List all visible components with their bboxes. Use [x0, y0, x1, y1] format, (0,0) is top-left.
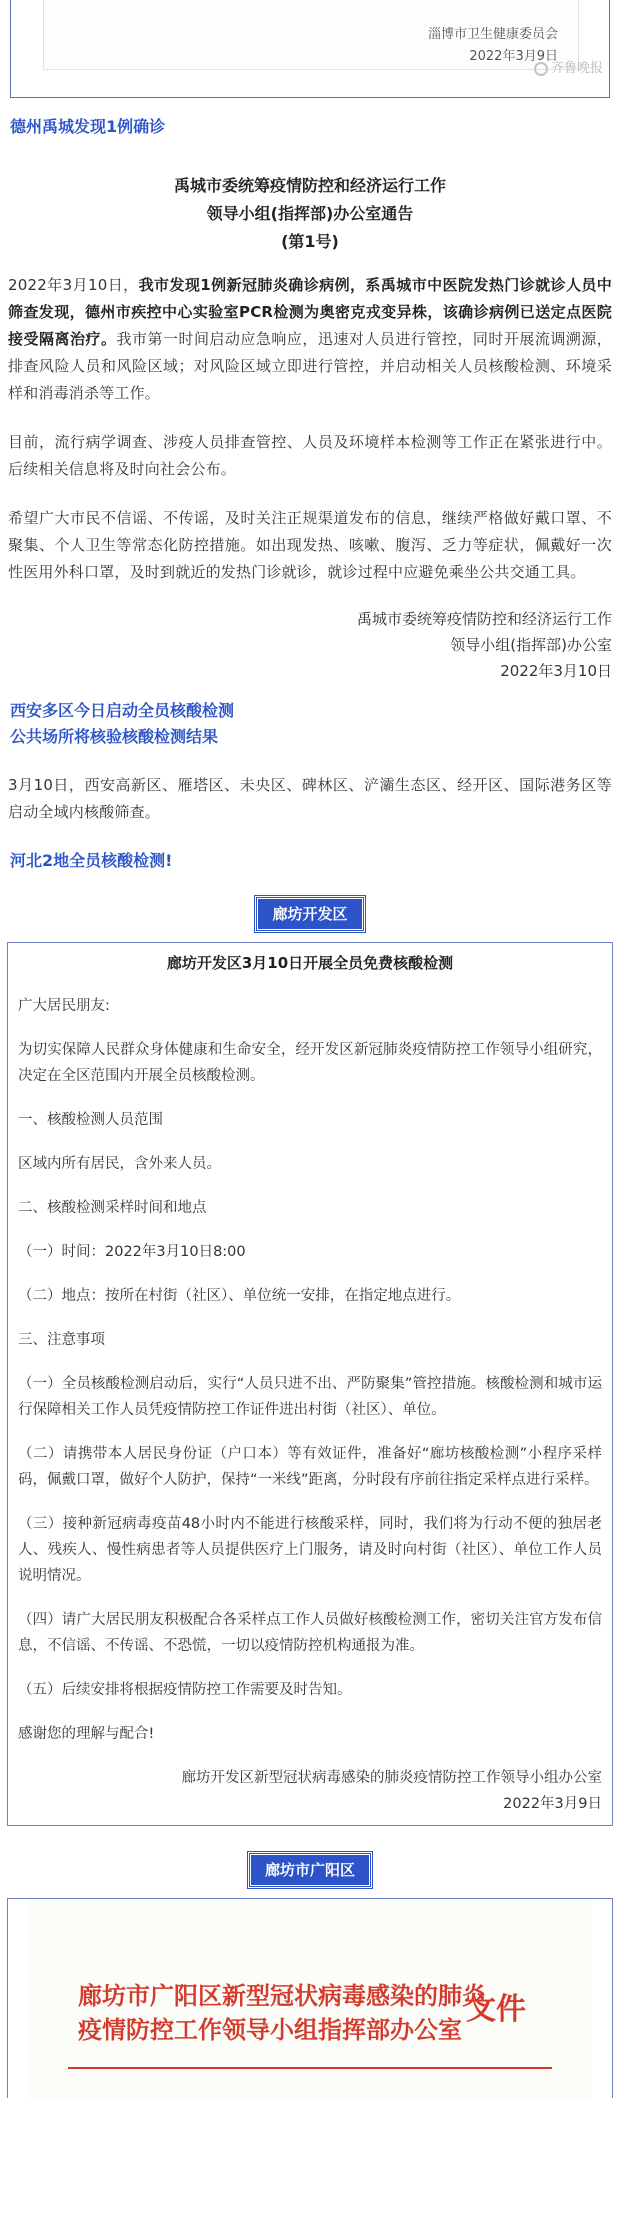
notice-paper [43, 0, 579, 70]
guangyang-document-image [7, 1898, 613, 2098]
dezhou-signature [0, 606, 620, 684]
document-red-header [78, 1979, 486, 2047]
notice-date: 2022年3月9日 [469, 49, 558, 64]
dezhou-paragraph-3: 希望广大市民不信谣、不传谣，及时关注正规渠道发布的信息，继续严格做好戴口罩、不聚集、个人卫生等常态化防控措施。如出现发热、咳嗽、腹泻、乏力等症状，佩戴好一次性医用外科口罩，及时到就近的发热门诊就诊，就诊过程中应避免乘坐公共交通工具。 [8, 509, 612, 581]
header-line: 疫情防控工作领导小组指挥部办公室 [78, 2015, 462, 2044]
para-lead: 2022年3月10日， [8, 276, 139, 294]
notice-paragraph: 感谢您的理解与配合! [18, 1726, 155, 1742]
dezhou-notice-title [0, 172, 620, 256]
notice-date: 2022年3月9日 [503, 1796, 602, 1812]
dezhou-paragraph-2: 目前，流行病学调查、涉疫人员排查管控、人员及环境样本检测等工作正在紧张进行中。后续相关信息将及时向社会公布。 [8, 433, 612, 478]
notice-title: 廊坊开发区3月10日开展全员免费核酸检测 [166, 954, 454, 972]
notice-paragraph: 二、核酸检测采样时间和地点 [18, 1200, 207, 1216]
para-bold: 我市发现1例新冠肺炎确诊病例，系禹城市中医院发热门诊就诊人员中筛查发现，德州市疾控中心实验室PCR检测为奥密克戎变异株，该确诊病例已送定点医院接受隔离治疗。 [8, 276, 612, 348]
notice-paragraph: （三）接种新冠病毒疫苗48小时内不能进行核酸采样，同时，我们将为行动不便的独居老人、残疾人、慢性病患者等人员提供医疗上门服务，请及时向村街（社区）、单位工作人员说明情况。 [18, 1516, 602, 1584]
notice-paragraph: 广大居民朋友: [18, 998, 110, 1014]
notice-paragraph: （四）请广大居民朋友积极配合各采样点工作人员做好核酸检测工作，密切关注官方发布信息，不信谣、不传谣、不恐慌，一切以疫情防控机构通报为准。 [18, 1612, 602, 1654]
document-red-rule [68, 2067, 552, 2069]
watermark-logo-icon [534, 62, 548, 76]
watermark-text: 齐鲁晚报 [550, 61, 603, 76]
notice-paragraph: （五）后续安排将根据疫情防控工作需要及时告知。 [18, 1682, 352, 1698]
notice-paragraph: （二）请携带本人居民身份证（户口本）等有效证件，准备好“廊坊核酸检测”小程序采样码，佩戴口罩，做好个人防护，保持“一米线”距离，分时段有序前往指定采样点进行采样。 [18, 1446, 602, 1488]
para-rest: 我市第一时间启动应急响应，迅速对人员进行管控，同时开展流调溯源，排查风险人员和风险区域；对风险区域立即进行管控，并启动相关人员核酸检测、环境采样和消毒消杀等工作。 [8, 330, 612, 402]
region-tag-langfang-dev: 廊坊开发区 [255, 896, 364, 932]
heading-line: 公共场所将核验核酸检测结果 [10, 727, 219, 746]
notice-signature: 廊坊开发区新型冠状病毒感染的肺炎疫情防控工作领导小组办公室 [181, 1770, 602, 1786]
heading-line: 西安多区今日启动全员核酸检测 [10, 701, 235, 720]
langfang-dev-notice-box [7, 942, 613, 1826]
notice-paragraph: （二）地点：按所在村街（社区）、单位统一安排，在指定地点进行。 [18, 1288, 461, 1304]
signature-date: 2022年3月10日 [500, 662, 612, 680]
header-line: 廊坊市广阳区新型冠状病毒感染的肺炎 [78, 1981, 486, 2010]
notice-org: 淄博市卫生健康委员会 [427, 27, 558, 42]
title-line: 禹城市委统筹疫情防控和经济运行工作 [173, 176, 446, 195]
zibo-notice-image [10, 0, 610, 98]
notice-paragraph: 为切实保障人民群众身体健康和生命安全，经开发区新冠肺炎疫情防控工作领导小组研究，决定在全区范围内开展全员核酸检测。 [18, 1042, 602, 1084]
notice-paragraph: 区域内所有居民，含外来人员。 [18, 1156, 221, 1172]
document-paper [28, 1899, 592, 2098]
dezhou-paragraph-1 [0, 272, 620, 407]
title-line: 领导小组(指挥部)办公室通告 [206, 204, 414, 223]
signature-line: 领导小组(指挥部)办公室 [450, 636, 612, 654]
section-heading-hebei: 河北2地全员核酸检测! [10, 851, 173, 870]
title-line: (第1号) [281, 232, 339, 251]
notice-paragraph: （一）时间：2022年3月10日8:00 [18, 1244, 246, 1260]
notice-paragraph: 一、核酸检测人员范围 [18, 1112, 163, 1128]
region-tag-langfang-guangyang: 廊坊市广阳区 [248, 1852, 372, 1888]
section-heading-xian [0, 698, 620, 750]
section-heading-dezhou: 德州禹城发现1例确诊 [10, 117, 166, 136]
signature-line: 禹城市委统筹疫情防控和经济运行工作 [356, 610, 612, 628]
notice-paragraph: （一）全员核酸检测启动后，实行“人员只进不出、严防聚集”管控措施。核酸检测和城市运行保障相关工作人员凭疫情防控工作证件进出村街（社区）、单位。 [18, 1376, 602, 1418]
xian-paragraph-1: 3月10日，西安高新区、雁塔区、未央区、碑林区、浐灞生态区、经开区、国际港务区等启动全域内核酸筛查。 [8, 776, 612, 821]
document-word: 文件 [466, 1992, 526, 2027]
watermark [534, 56, 603, 82]
tag-wrap [0, 896, 620, 932]
tag-wrap [0, 1852, 620, 1888]
notice-paragraph: 三、注意事项 [18, 1332, 105, 1348]
